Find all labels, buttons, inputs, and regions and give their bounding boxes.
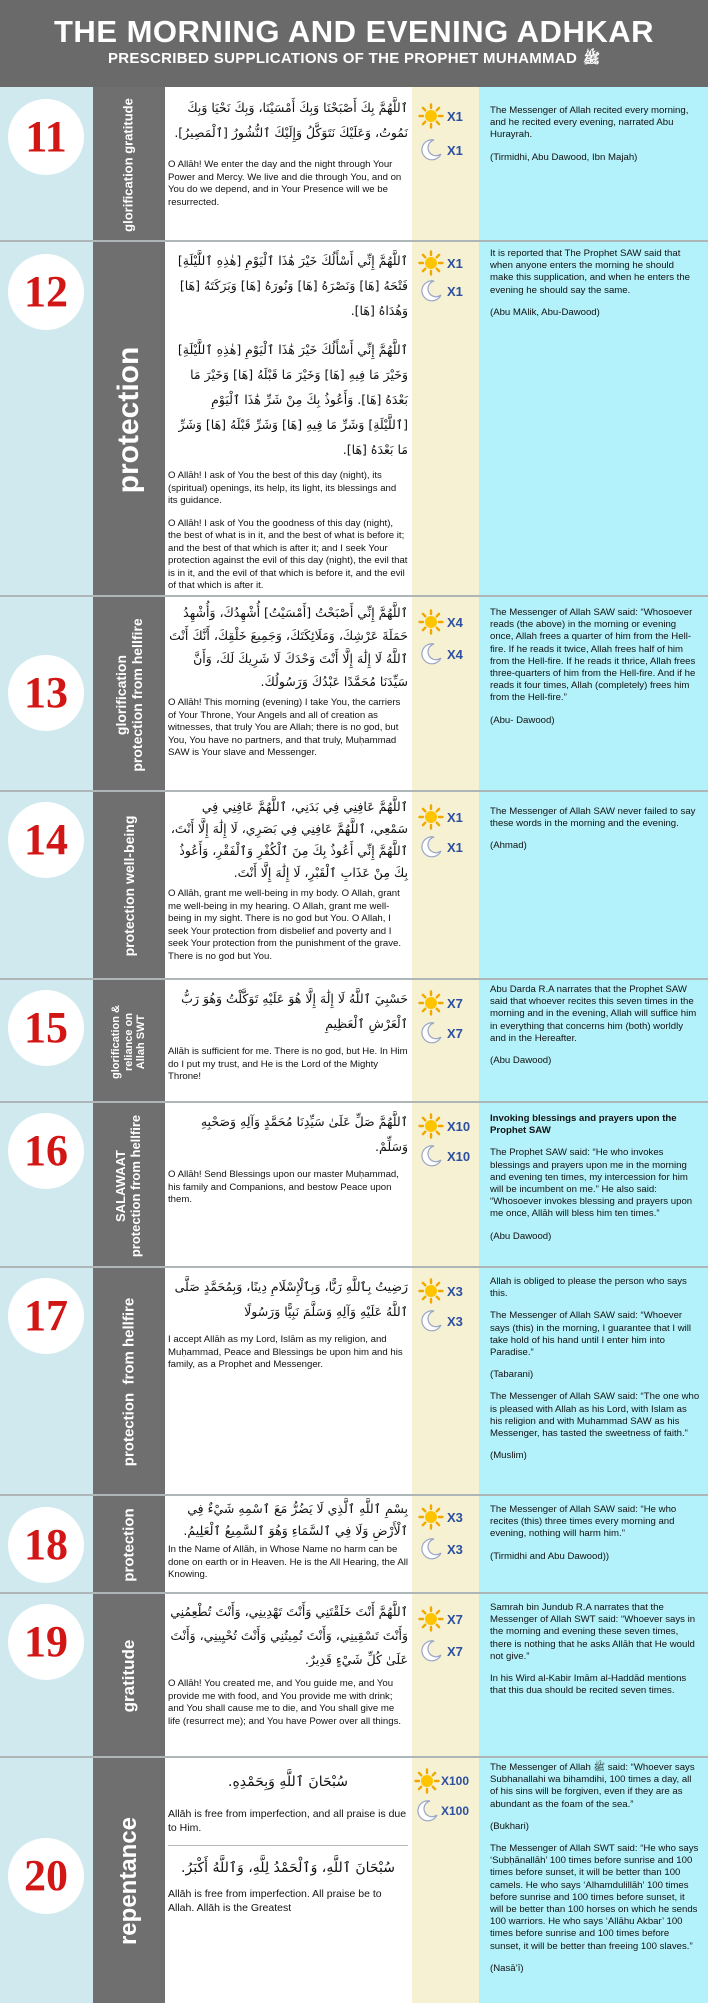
note-text: The Messenger of Allah recited every morning, and he recited every evening, narrated Abu Hurayrah. bbox=[490, 105, 689, 141]
count-label: X7 bbox=[447, 1612, 463, 1627]
adhkar-row-14 bbox=[0, 792, 708, 980]
count-label: X100 bbox=[441, 1774, 470, 1788]
arabic-text: سُبْحَانَ ٱللَّهِ وَبِحَمْدِهِ. bbox=[228, 1774, 348, 1790]
arabic-text: حَسْبِيَ ٱللَّهُ لَا إِلَٰهَ إِلَّا هُوَ عَلَيْهِ تَوَكَّلْتُ وَهُوَ رَبُّ ٱلْعَرْشِ ٱلْعَظِيمِ bbox=[181, 991, 408, 1031]
morning-count bbox=[418, 103, 478, 129]
evening-count bbox=[418, 1020, 478, 1046]
row-number: 16 bbox=[8, 1113, 84, 1189]
translation-text: O Allāh! We enter the day and the night through Your Power and Mercy. We live and die through You, and on You do we depend, and in Your Presence will we be resurrected. bbox=[168, 159, 402, 208]
arabic-text: بِسْمِ ٱللَّهِ ٱلَّذِي لَا يَضُرُّ مَعَ ٱسْمِهِ شَيْءٌ فِي ٱلْأَرْضِ وَلَا فِي ٱلسَّمَاءِ وَهُوَ ٱلسَّمِيعُ ٱلْعَلِيمُ. bbox=[183, 1501, 408, 1538]
translation-text: In the Name of Allāh, in Whose Name no harm can be done on earth or in Heaven. He is the All Hearing, the All Knowing. bbox=[168, 1544, 408, 1580]
notes bbox=[490, 248, 700, 329]
evening-count bbox=[418, 278, 478, 304]
evening-count bbox=[418, 1536, 478, 1562]
note-text: Allah is obliged to please the person who says this. bbox=[490, 1276, 687, 1300]
notes bbox=[490, 1762, 700, 1985]
category-label bbox=[93, 597, 165, 792]
count-label: X4 bbox=[447, 647, 463, 662]
translation-text: Allāh is sufficient for me. There is no god, but He. In Him do I put my trust, and He is the Lord of the Mighty Throne! bbox=[168, 1046, 408, 1082]
notes bbox=[490, 806, 700, 863]
notes bbox=[490, 1113, 700, 1253]
category-line: SALAWAAT bbox=[113, 1149, 129, 1222]
count-label: X3 bbox=[447, 1314, 463, 1329]
note-source: (Tirmidhi, Abu Dawood, Ibn Majah) bbox=[490, 151, 638, 163]
dhikr-text bbox=[168, 95, 408, 209]
moon-icon bbox=[418, 1638, 444, 1664]
count-label: X1 bbox=[447, 810, 463, 825]
evening-count bbox=[418, 1638, 478, 1664]
translation-text: O Allāh! I ask of You the best of this day (night), its (spiritual) openings, its help, its light, its blessings and its guidance. bbox=[168, 470, 397, 506]
category-line: protection bbox=[120, 887, 137, 957]
count-label: X1 bbox=[447, 284, 463, 299]
sun-icon bbox=[418, 804, 444, 830]
note-text: Abu Darda R.A narrates that the Prophet SAW said that whoever recites this seven times in the morning and in the evening, Allah will suffice him in everything that concerns him (both) worldly and in the Hereafter. bbox=[490, 984, 697, 1044]
morning-count bbox=[418, 250, 478, 276]
category-label bbox=[93, 980, 165, 1103]
note-source: (Abu- Dawood) bbox=[490, 714, 555, 726]
count-label: X7 bbox=[447, 996, 463, 1011]
moon-icon bbox=[418, 137, 444, 163]
row-number: 13 bbox=[8, 655, 84, 731]
dhikr-text bbox=[168, 796, 408, 963]
evening-count bbox=[418, 137, 478, 163]
note-source: (Tabarani) bbox=[490, 1369, 534, 1381]
moon-icon bbox=[418, 1020, 444, 1046]
row-number: 18 bbox=[8, 1507, 84, 1583]
category-label bbox=[93, 1103, 165, 1268]
evening-count bbox=[418, 1143, 478, 1169]
category-line: glorification bbox=[120, 156, 136, 232]
count-label: X7 bbox=[447, 1644, 463, 1659]
category-line: protection bbox=[120, 1508, 138, 1582]
count-label: X1 bbox=[447, 840, 463, 855]
translation-text: I accept Allāh as my Lord, Islām as my religion, and Muḥammad, Peace and Blessings be upon him and his family, as a Prophet and Messenger. bbox=[168, 1334, 403, 1370]
note-text: In his Wird al-Kabir Imām al-Haddād mentions that this dua should be recited seven times. bbox=[490, 1673, 687, 1697]
note-source: (Ahmad) bbox=[490, 840, 527, 852]
evening-count bbox=[414, 1798, 480, 1824]
note-text: The Prophet SAW said: “He who invokes blessings and prayers upon me in the morning and evening ten times, my intercession for him will be incumbent on me.” He also said: “Whosoever invokes blessing and prayers upon me once, Allāh will bless him ten times.” bbox=[490, 1147, 693, 1220]
category-label bbox=[93, 1758, 165, 2003]
sun-icon bbox=[418, 1606, 444, 1632]
row-number: 19 bbox=[8, 1604, 84, 1680]
dhikr-text bbox=[168, 248, 408, 593]
note-source: (Muslim) bbox=[490, 1450, 527, 1462]
dhikr-text bbox=[168, 601, 408, 760]
count-label: X3 bbox=[447, 1542, 463, 1557]
category-line: Allah SWT bbox=[135, 1014, 148, 1069]
sun-icon bbox=[414, 1768, 440, 1794]
note-text: The Messenger of Allah SWT said: “He who says ‘Subḥānallāh’ 100 times before sunrise and 100 times before sunset, it will be better than 100 camels. He who says ‘Alhamdulillāh’ 100 times before sunrise and 100 times before sunset, it will be better than 100 horses on which he sends 100 warriors. He who says ‘Allāhu Akbar’ 100 times before sunrise and 100 times before sunset, it will be better than freeing 100 slaves.” bbox=[490, 1843, 699, 1952]
arabic-text: ٱللَّهُمَّ بِكَ أَصْبَحْنَا وَبِكَ أَمْسَيْنَا، وَبِكَ نَحْيَا وَبِكَ نَمُوتُ، وَعَلَيْكَ نَتَوَكَّلُ وَإِلَيْكَ ٱلنُّشُورُ [ٱلْمَصِيرُ]. bbox=[174, 100, 408, 140]
category-label bbox=[93, 1496, 165, 1594]
category-line: protection from hellfire bbox=[129, 617, 145, 772]
category-label bbox=[93, 1268, 165, 1496]
page-title: THE MORNING AND EVENING ADHKAR bbox=[54, 14, 654, 49]
dhikr-text bbox=[168, 1600, 408, 1728]
dhikr-text bbox=[168, 986, 408, 1084]
translation-text-2: O Allāh! I ask of You the goodness of this day (night), the best of what is in it, and the best of what is before it; and the best of that which is after it; and I seek Your protection against the evil of this day (night), the evil that is in it, and the evil of that which is before it, and the evil of that which is after it. bbox=[168, 517, 408, 591]
note-text: The Messenger of Allah SAW said: “Whosoever reads (the above) in the morning or evening once, Allah frees a quarter of him from the Hell-fire. If he reads it twice, Allah frees half of him from the Hell-fire. If he reads it thrice, Allah frees three-quarters of him from the Hell-fire. And if he reads it four times, Allah (completely) frees him from the Hell-fire.” bbox=[490, 607, 696, 704]
notes bbox=[490, 984, 700, 1077]
evening-count bbox=[418, 1308, 478, 1334]
category-line: from hellfire bbox=[120, 1297, 138, 1385]
category-line: gratitude bbox=[119, 1639, 139, 1713]
arabic-text: ٱللَّهُمَّ عَافِنِي فِي بَدَنِي، ٱللَّهُمَّ عَافِنِي فِي سَمْعِي، ٱللَّهُمَّ عَافِنِي فِي بَصَرِي، لَا إِلَٰهَ إِلَّا أَنْتَ، ٱللَّهُمَّ إِنِّي أَعُوذُ بِكَ مِنَ ٱلْكُفْرِ وَٱلْفَقْرِ، وَأَعُوذُ بِكَ مِنْ عَذَابِ ٱلْقَبْرِ، لَا إِلَٰهَ إِلَّا أَنْتَ. bbox=[170, 799, 408, 880]
row-number: 17 bbox=[8, 1278, 84, 1354]
translation-text: Allāh is free from imperfection, and all praise is due to Him. bbox=[168, 1808, 407, 1834]
separator bbox=[168, 1845, 408, 1846]
evening-count bbox=[418, 641, 478, 667]
moon-icon bbox=[418, 278, 444, 304]
category-line: reliance on bbox=[122, 1012, 135, 1071]
translation-text: O Allāh, grant me well-being in my body. O Allah, grant me well-being in my hearing. O Allah, grant me well-being in my sight. There is no god but You. O Allah, I seek Your protection from disbelief and poverty and I seek Your protection from the punishment of the grave. There is no god but You. bbox=[168, 888, 402, 962]
note-text: Samrah bin Jundub R.A narrates that the Messenger of Allah SWT said: “Whoever says in the morning and evening these seven times, there is nothing that he asks Allāh that He would not give.” bbox=[490, 1602, 696, 1662]
row-number: 14 bbox=[8, 802, 84, 878]
adhkar-row-11 bbox=[0, 87, 708, 242]
adhkar-row-20 bbox=[0, 1758, 708, 2003]
row-number: 20 bbox=[8, 1838, 84, 1914]
sun-icon bbox=[418, 1278, 444, 1304]
moon-icon bbox=[418, 641, 444, 667]
category-label bbox=[93, 87, 165, 242]
note-text: The Messenger of Allah SAW said: “The one who is pleased with Allah as his Lord, with Islam as his religion and with Muhammad SAW as his Messenger, has tasted the sweetness of faith.” bbox=[490, 1391, 700, 1440]
page-subtitle bbox=[0, 50, 708, 70]
morning-count bbox=[418, 609, 478, 635]
arabic-text: ٱللَّهُمَّ صَلِّ عَلَىٰ سَيِّدِنَا مُحَمَّدٍ وَآلِهِ وَصَحْبِهِ وَسَلِّمْ. bbox=[200, 1114, 408, 1154]
adhkar-row-15 bbox=[0, 980, 708, 1103]
count-label: X1 bbox=[447, 143, 463, 158]
sun-icon bbox=[418, 103, 444, 129]
notes bbox=[490, 607, 700, 737]
note-text: It is reported that The Prophet SAW said that when anyone enters the morning he should make this supplication, and when he enters the evening he should say the same. bbox=[490, 248, 690, 296]
count-label: X3 bbox=[447, 1284, 463, 1299]
arabic-text: رَضِيتُ بِٱللَّهِ رَبًّا، وَبِٱلْإِسْلَامِ دِينًا، وَبِمُحَمَّدٍ صَلَّى ٱللَّهُ عَلَيْهِ وَآلِهِ وَسَلَّمَ نَبِيًّا وَرَسُولًا bbox=[174, 1279, 408, 1319]
dhikr-text bbox=[168, 1498, 408, 1582]
adhkar-row-17 bbox=[0, 1268, 708, 1496]
morning-count bbox=[418, 1278, 478, 1304]
adhkar-row-16 bbox=[0, 1103, 708, 1268]
note-source: (Abu Dawood) bbox=[490, 1230, 552, 1242]
morning-count bbox=[418, 1504, 478, 1530]
notes bbox=[490, 1276, 700, 1472]
moon-icon bbox=[418, 1536, 444, 1562]
count-label: X10 bbox=[447, 1149, 471, 1164]
count-label: X10 bbox=[447, 1119, 471, 1134]
dhikr-text bbox=[168, 1274, 408, 1372]
notes bbox=[490, 1602, 700, 1707]
note-title: Invoking blessings and prayers upon the Prophet SAW bbox=[490, 1113, 677, 1137]
sun-icon bbox=[418, 990, 444, 1016]
note-text: The Messenger of Allah SAW said: “Whoever says (this) in the morning, I guarantee that I will take hold of his hand until I enter him into Paradise.” bbox=[490, 1310, 692, 1359]
category-line: protection from hellfire bbox=[128, 1114, 143, 1257]
count-label: X1 bbox=[447, 256, 463, 271]
row-number: 11 bbox=[8, 99, 84, 175]
translation-text: O Allāh! You created me, and You guide me, and You provide me with food, and You provide me with drink; and You shall cause me to die, and You shall give me life (resurrect me); and You have Power over all things. bbox=[168, 1678, 402, 1727]
sun-icon bbox=[418, 609, 444, 635]
translation-text: O Allāh! Send Blessings upon our master Muḥammad, his family and Companions, and bestow Peace upon them. bbox=[168, 1169, 399, 1205]
arabic-text-2: سُبْحَانَ ٱللَّهِ، وَٱلْحَمْدُ لِلَّهِ، وَٱللَّهُ أَكْبَرُ. bbox=[181, 1860, 395, 1876]
morning-count bbox=[414, 1768, 480, 1794]
note-text: The Messenger of Allah SAW never failed to say these words in the morning and the evening. bbox=[490, 806, 696, 830]
note-source: (Tirmidhi and Abu Dawood)) bbox=[490, 1550, 610, 1562]
category-line: glorification & bbox=[110, 1004, 123, 1079]
arabic-text: ٱللَّهُمَّ إِنِّي أَسْأَلُكَ خَيْرَ هَٰذَا ٱلْيَوْمِ [هٰذِهِ ٱللَّيْلَةِ] فَتْحَهُ [هَا] وَنَصْرَهُ [هَا] وَنُورَهُ [هَا] وَبَرَكَتَهُ [هَا] وَهُدَاهُ [هَا]. bbox=[177, 253, 408, 318]
sun-icon bbox=[418, 1113, 444, 1139]
morning-count bbox=[418, 1606, 478, 1632]
evening-count bbox=[418, 834, 478, 860]
note-source: (Bukhari) bbox=[490, 1820, 529, 1832]
category-line: protection bbox=[111, 346, 145, 493]
moon-icon bbox=[414, 1798, 440, 1824]
category-line: gratitude bbox=[120, 97, 136, 154]
row-number: 15 bbox=[8, 990, 84, 1066]
morning-count bbox=[418, 1113, 478, 1139]
note-source: (Abu MAlik, Abu-Dawood) bbox=[490, 306, 600, 318]
moon-icon bbox=[418, 834, 444, 860]
notes bbox=[490, 1504, 700, 1573]
note-source: (Abu Dawood) bbox=[490, 1055, 552, 1067]
category-line: protection bbox=[120, 1392, 138, 1467]
category-label bbox=[93, 242, 165, 597]
count-label: X4 bbox=[447, 615, 463, 630]
count-label: X3 bbox=[447, 1510, 463, 1525]
count-label: X1 bbox=[447, 109, 463, 124]
note-text: The Messenger of Allah SAW said: “He who recites (this) three times every morning and evening, nothing will harm him.” bbox=[490, 1504, 677, 1540]
translation-text-2: Allāh is free from imperfection. All praise be to Allah. Allāh is the Greatest bbox=[168, 1888, 382, 1914]
category-line: glorification bbox=[112, 654, 129, 735]
count-label: X7 bbox=[447, 1026, 463, 1041]
arabic-text-2: ٱللَّهُمَّ إِنِّي أَسْأَلُكَ خَيْرَ هَٰذَا ٱلْيَوْمِ [هٰذِهِ ٱللَّيْلَةِ] وَخَيْرَ مَا فِيهِ [هَا] وَخَيْرَ مَا قَبْلَهُ [هَا] وَخَيْرَ مَا بَعْدَهُ [هَا]. وَأَعُوذُ بِكَ مِنْ شَرِّ هَٰذَا ٱلْيَوْمِ [ٱللَّيْلَةِ] وَشَرِّ مَا فِيهِ [هَا] وَشَرِّ قَبْلَهُ [هَا] وَشَرِّ مَا بَعْدَهُ [هَا]. bbox=[177, 342, 408, 457]
translation-text: O Allāh! This morning (evening) I take You, the carriers of Your Throne, Your Angels and all of creation as witnesses, that truly You are Allah; there is no god, but You, You have no partners, and that truly, Muḥammad SAW is Your slave and Messenger. bbox=[168, 697, 401, 758]
arabic-text: ٱللَّهُمَّ إِنِّي أَصْبَحْتُ [أَمْسَيْتُ] أُشْهِدُكَ، وَأُشْهِدُ حَمَلَةَ عَرْشِكَ، وَمَلَائِكَتَكَ، وَجَمِيعَ خَلْقِكَ، أَنَّكَ أَنْتَ ٱللَّهُ لَا إِلَٰهَ إِلَّا أَنْتَ وَحْدَكَ لَا شَرِيكَ لَكَ، وَأَنَّ سَيِّدَنَا مُحَمَّدًا عَبْدُكَ وَرَسُولُكَ. bbox=[169, 605, 408, 689]
moon-icon bbox=[418, 1143, 444, 1169]
row-number: 12 bbox=[8, 254, 84, 330]
adhkar-row-13 bbox=[0, 597, 708, 792]
adhkar-row-12 bbox=[0, 242, 708, 597]
adhkar-row-18 bbox=[0, 1496, 708, 1594]
category-label bbox=[93, 1594, 165, 1758]
subtitle-text: PRESCRIBED SUPPLICATIONS OF THE PROPHET MUHAMMAD bbox=[107, 50, 578, 67]
category-line: repentance bbox=[115, 1816, 143, 1945]
sun-icon bbox=[418, 250, 444, 276]
note-text: The Messenger of Allah ﷺ said: “Whoever says Subhanallahi wa bihamdihi, 100 times a day, all of his sins will be forgiven, even if they are as abundant as the foam of the sea.” bbox=[490, 1762, 695, 1810]
sun-icon bbox=[418, 1504, 444, 1530]
category-label bbox=[93, 792, 165, 980]
notes bbox=[490, 105, 700, 174]
note-source: (Nasā’ī) bbox=[490, 1962, 524, 1974]
adhkar-row-19 bbox=[0, 1594, 708, 1758]
morning-count bbox=[418, 804, 478, 830]
salawat-seal: ﷺ bbox=[583, 51, 601, 67]
dhikr-text bbox=[168, 1109, 408, 1207]
count-label: X100 bbox=[441, 1804, 470, 1818]
moon-icon bbox=[418, 1308, 444, 1334]
category-line: well-being bbox=[120, 815, 137, 885]
arabic-text: ٱللَّهُمَّ أَنْتَ خَلَقْتَنِي وَأَنْتَ تَهْدِينِي، وَأَنْتَ تُطْعِمُنِي وَأَنْتَ تَسْقِينِي، وَأَنْتَ تُمِيتُنِي وَأَنْتَ تُحْيِينِي، وَأَنْتَ عَلَىٰ كُلِّ شَيْءٍ قَدِيرٌ. bbox=[170, 1604, 408, 1667]
morning-count bbox=[418, 990, 478, 1016]
page-header bbox=[0, 0, 708, 87]
dhikr-text bbox=[168, 1768, 408, 1915]
